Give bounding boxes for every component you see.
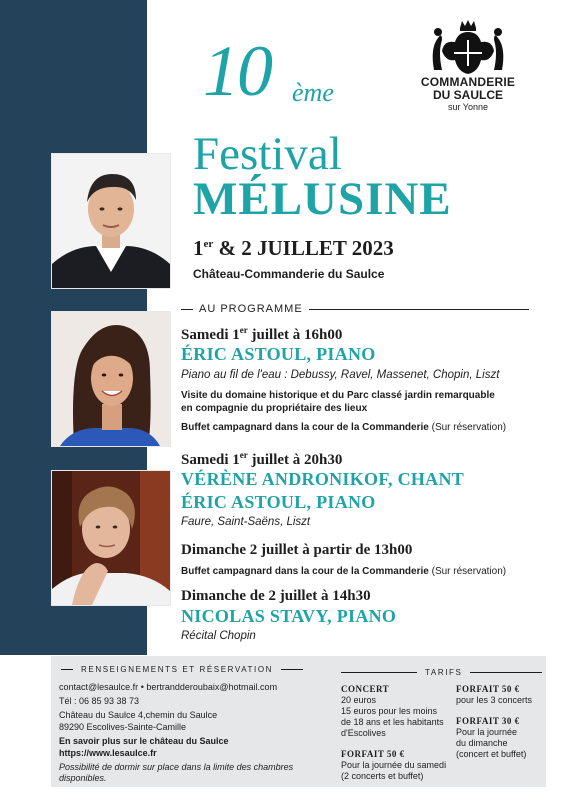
address-line-2: 89290 Escolives-Sainte-Camille: [59, 722, 187, 732]
event-2-artist-2: ÉRIC ASTOUL, PIANO: [181, 492, 376, 512]
more-info-label: En savoir plus sur le château du Saulce: [59, 736, 229, 746]
forfait-3-title: FORFAIT 50 €: [456, 684, 520, 694]
concert-title: CONCERT: [341, 684, 390, 694]
logo-line-2: DU SAULCE: [432, 88, 503, 102]
email-link-2[interactable]: bertrandderoubaix@hotmail.com: [146, 682, 278, 692]
concert-line-3: de 18 ans et les habitants: [341, 717, 444, 727]
contact-emails: [59, 681, 277, 693]
contact-phone: Tél : 06 85 93 38 73: [59, 696, 140, 706]
concert-line-1: 20 euros: [341, 695, 377, 705]
heading-rule: [470, 672, 542, 673]
stay-note-line-1: Possibilité de dormir sur place dans la limite des chambres: [59, 762, 294, 772]
festival-word: Festival: [193, 128, 342, 180]
tarifs-heading-text: TARIFS: [425, 668, 463, 677]
festival-ordinal: ème: [292, 78, 334, 107]
concert-line-4: d'Escolives: [341, 728, 386, 738]
info-panel: [51, 656, 546, 787]
festival-name: MÉLUSINE: [193, 173, 452, 225]
forfait-day-line-2: (2 concerts et buffet): [341, 771, 424, 781]
portrait-photo-3: [51, 470, 171, 606]
heading-rule: [341, 672, 417, 673]
info-heading: [61, 665, 303, 674]
event-1-artist: ÉRIC ASTOUL, PIANO: [181, 344, 376, 364]
email-link-1[interactable]: contact@lesaulce.fr: [59, 682, 139, 692]
forfait-day-title: FORFAIT 50 €: [341, 749, 405, 759]
logo-wordmark: [412, 76, 524, 113]
concert-line-2: 15 euros pour les moins: [341, 706, 438, 716]
event-4-artist: NICOLAS STAVY, PIANO: [181, 606, 397, 626]
logo-line-1: COMMANDERIE: [420, 75, 516, 89]
address-line-1: Château du Saulce 4,chemin du Saulce: [59, 710, 218, 720]
event-1-visit-line-1: Visite du domaine historique et du Parc classé jardin remarquable: [181, 390, 495, 401]
event-1-date: Samedi 1er juillet à 16h00: [181, 325, 343, 343]
event-4-date: Dimanche de 2 juillet à 14h30: [181, 588, 371, 604]
programme-heading-text: AU PROGRAMME: [199, 303, 303, 315]
forfait-sun-line-2: du dimanche: [456, 738, 508, 748]
event-3-date: Dimanche 2 juillet à partir de 13h00: [181, 542, 413, 558]
event-3-buffet: Buffet campagnard dans la cour de la Commanderie (Sur réservation): [181, 566, 507, 577]
bullet-separator: •: [140, 682, 144, 692]
forfait-day-line-1: Pour la journée du samedi: [341, 760, 447, 770]
stay-note-line-2: disponibles.: [59, 773, 107, 783]
info-heading-text: RENSEIGNEMENTS ET RÉSERVATION: [81, 665, 274, 674]
event-2-date: Samedi 1er juillet à 20h30: [181, 450, 343, 468]
event-1-description: Piano au fil de l'eau : Debussy, Ravel, Massenet, Chopin, Liszt: [181, 369, 500, 381]
website-link[interactable]: https://www.lesaulce.fr: [59, 748, 157, 758]
forfait-sun-line-3: (concert et buffet): [456, 749, 527, 759]
forfait-sun-title: FORFAIT 30 €: [456, 716, 520, 726]
event-1-visit-line-2: en compagnie du propriétaire des lieux: [181, 403, 368, 414]
tarifs-heading: [341, 668, 542, 677]
heading-dash: [181, 309, 193, 310]
event-4-description: Récital Chopin: [181, 630, 256, 642]
crowned-cross-emblem-icon: [424, 18, 512, 76]
forfait-3-line: pour les 3 concerts: [456, 695, 533, 705]
heading-rule: [281, 669, 303, 670]
heading-dash: [61, 669, 73, 670]
portrait-photo-2: [51, 311, 171, 447]
event-2-description: Faure, Saint-Saëns, Liszt: [181, 516, 311, 528]
portrait-photo-1: [51, 153, 171, 289]
festival-number: 10: [203, 31, 271, 111]
event-2-artist-1: VÉRÈNE ANDRONIKOF, CHANT: [181, 469, 465, 489]
festival-venue: Château-Commanderie du Saulce: [193, 267, 385, 281]
logo-line-3: sur Yonne: [447, 102, 489, 112]
festival-dates: 1er & 2 JUILLET 2023: [193, 236, 394, 260]
forfait-sun-line-1: Pour la journée: [456, 727, 518, 737]
event-1-buffet: Buffet campagnard dans la cour de la Commanderie (Sur réservation): [181, 422, 507, 433]
programme-heading: [181, 303, 529, 315]
heading-rule: [309, 309, 529, 310]
